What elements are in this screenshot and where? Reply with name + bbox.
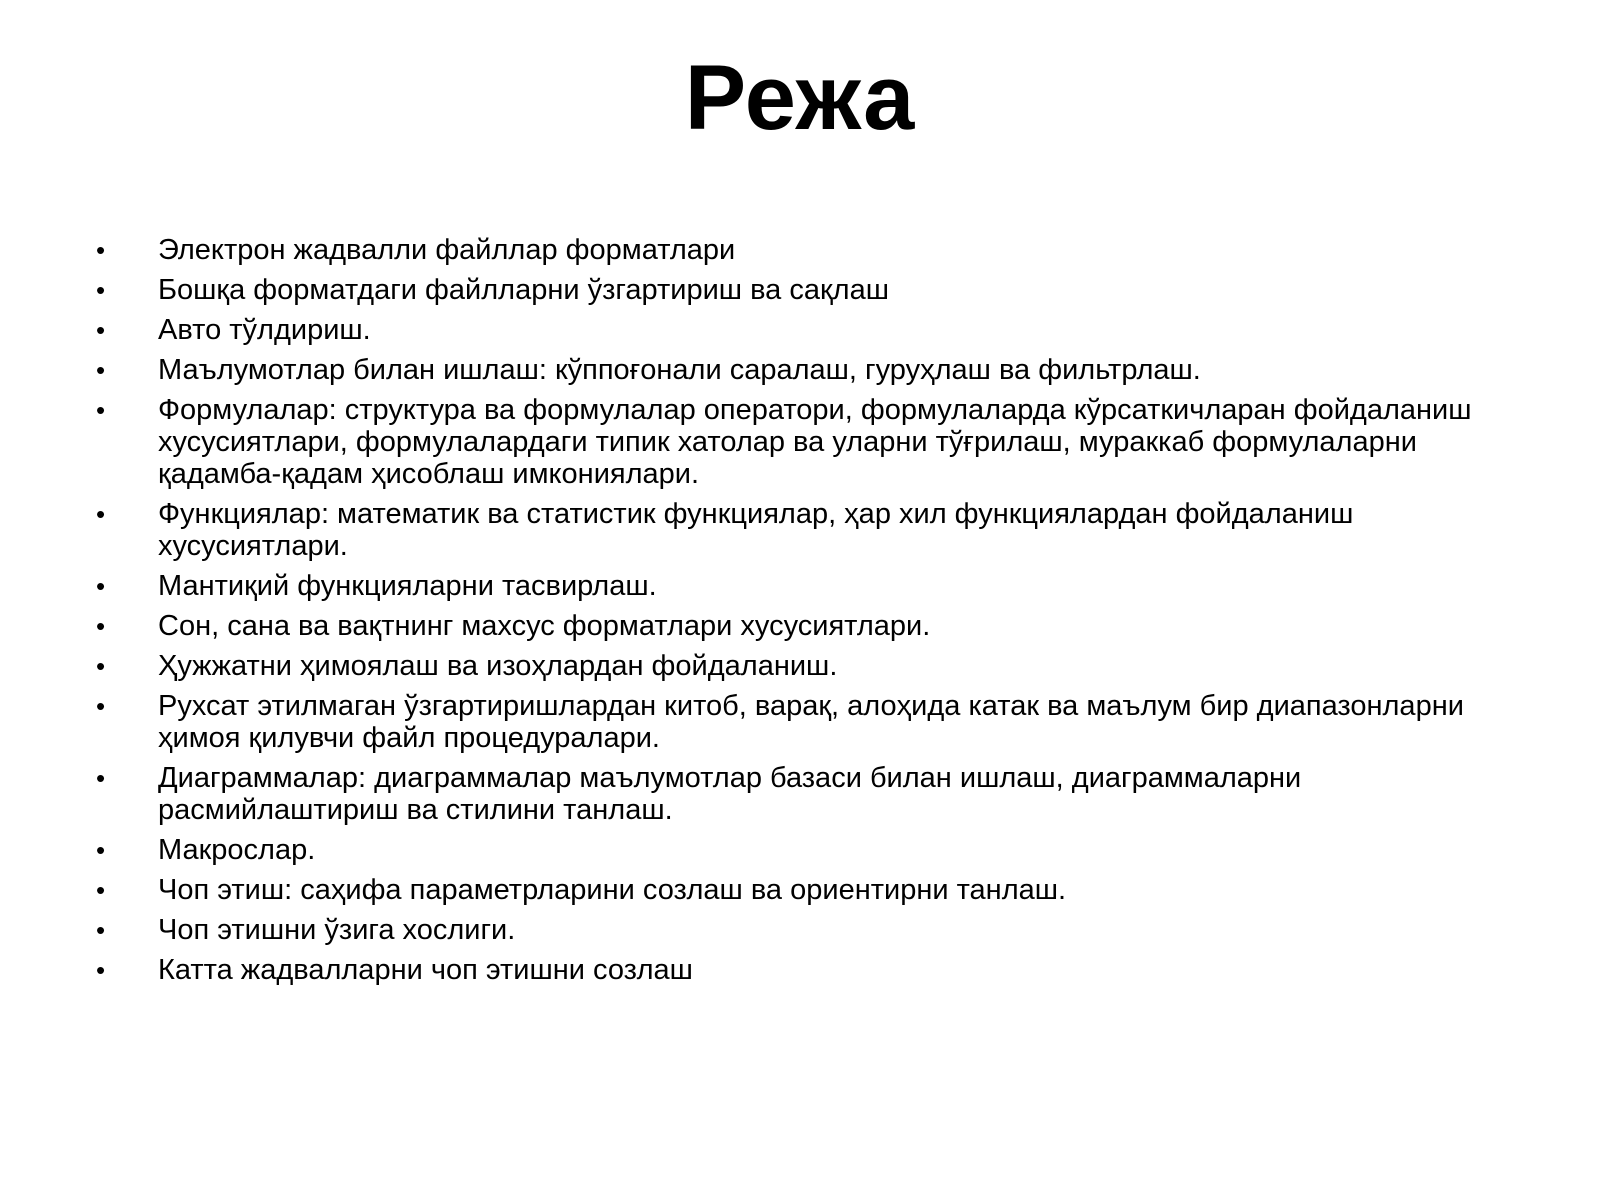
list-item — [96, 234, 1496, 266]
bullet-icon: • — [96, 955, 106, 985]
list-item-text: Рухсат этилмаган ўзгартиришлардан китоб, варақ, алоҳида катак ва маълум бир диапазонларни ҳимоя қилувчи файл процедуралари. — [158, 690, 1464, 754]
list-item-text: Функциялар: математик ва статистик функциялар, ҳар хил функциялардан фойдаланиш хусусиятлари. — [158, 498, 1354, 562]
list-item — [96, 954, 1496, 986]
list-item-text: Макрослар. — [158, 834, 316, 866]
list-item — [96, 498, 1496, 562]
list-item — [96, 834, 1496, 866]
list-item-text: Катта жадвалларни чоп этишни созлаш — [158, 954, 693, 986]
list-item — [96, 610, 1496, 642]
list-item — [96, 690, 1496, 754]
list-item-text: Чоп этишни ўзига хослиги. — [158, 914, 516, 946]
bullet-icon: • — [96, 235, 106, 265]
list-item — [96, 650, 1496, 682]
bullet-icon: • — [96, 275, 106, 305]
list-item-text: Маълумотлар билан ишлаш: кўппоғонали саралаш, гуруҳлаш ва фильтрлаш. — [158, 354, 1201, 386]
list-item-text: Сон, сана ва вақтнинг махсус форматлари хусусиятлари. — [158, 610, 931, 642]
list-item — [96, 354, 1496, 386]
list-item — [96, 874, 1496, 906]
bullet-icon: • — [96, 611, 106, 641]
bullet-icon: • — [96, 915, 106, 945]
list-item — [96, 914, 1496, 946]
bullet-icon: • — [96, 499, 106, 529]
bullet-icon: • — [96, 395, 106, 425]
bullet-icon: • — [96, 875, 106, 905]
list-item-text: Мантиқий функцияларни тасвирлаш. — [158, 570, 657, 602]
list-item — [96, 314, 1496, 346]
slide-title: Режа — [684, 47, 916, 149]
list-item-text: Чоп этиш: саҳифа параметрларини созлаш ва ориентирни танлаш. — [158, 874, 1067, 906]
list-item — [96, 274, 1496, 306]
list-item — [96, 762, 1496, 826]
list-item-text: Электрон жадвалли файллар форматлари — [158, 234, 736, 266]
list-item — [96, 394, 1496, 490]
bullet-list — [96, 234, 1496, 994]
list-item-text: Диаграммалар: диаграммалар маълумотлар базаси билан ишлаш, диаграммаларни расмийлаштириш ва стилини танлаш. — [158, 762, 1302, 826]
bullet-icon: • — [96, 691, 106, 721]
bullet-icon: • — [96, 571, 106, 601]
bullet-icon: • — [96, 355, 106, 385]
bullet-icon: • — [96, 315, 106, 345]
list-item — [96, 570, 1496, 602]
list-item-text: Формулалар: структура ва формулалар оператори, формулаларда кўрсаткичларан фойдаланиш хусусиятлари, формулалардаги типик хатолар ва уларни тўғрилаш, мураккаб формулаларни қадамба-қадам ҳисоблаш имкониялари. — [158, 394, 1472, 490]
list-item-text: Авто тўлдириш. — [158, 314, 371, 346]
bullet-icon: • — [96, 651, 106, 681]
list-item-text: Бошқа форматдаги файлларни ўзгартириш ва сақлаш — [158, 274, 889, 306]
list-item-text: Ҳужжатни ҳимоялаш ва изоҳлардан фойдаланиш. — [158, 650, 838, 682]
bullet-icon: • — [96, 835, 106, 865]
bullet-icon: • — [96, 763, 106, 793]
